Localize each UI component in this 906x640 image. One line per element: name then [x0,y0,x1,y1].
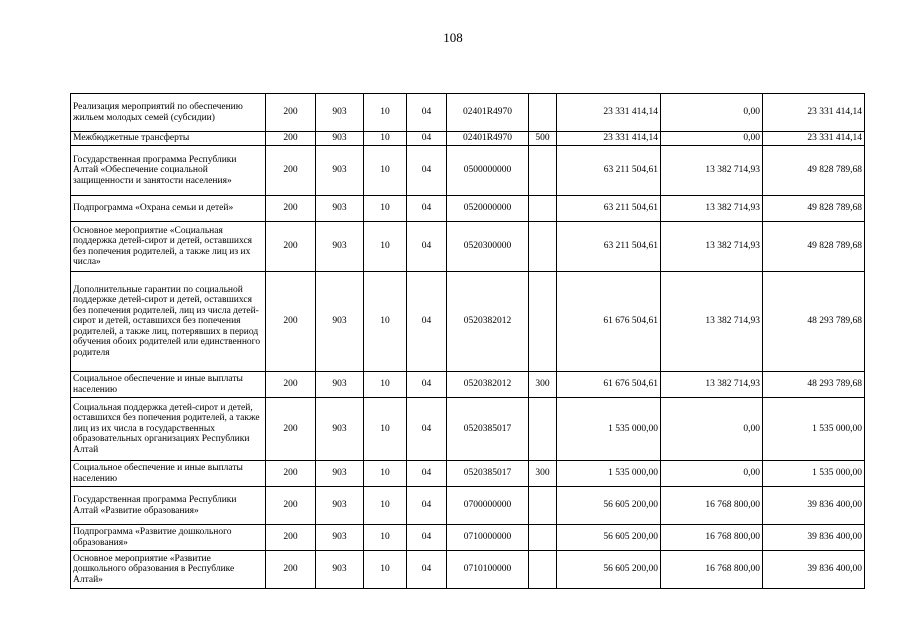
cell-csr: 0520385017 [447,461,529,487]
cell-total: 63 211 504,61 [557,146,661,196]
cell-rz: 10 [364,146,407,196]
cell-total: 56 605 200,00 [557,551,661,589]
cell-vr [529,525,557,551]
cell-total: 61 676 504,61 [557,372,661,398]
cell-grbs: 200 [266,146,316,196]
cell-rz: 10 [364,372,407,398]
cell-regional: 39 836 400,00 [763,551,865,589]
cell-pr: 04 [407,551,447,589]
cell-grbs: 200 [266,487,316,525]
cell-total: 61 676 504,61 [557,272,661,372]
cell-regional: 49 828 789,68 [763,146,865,196]
cell-regional: 48 293 789,68 [763,372,865,398]
cell-federal: 0,00 [661,398,763,461]
cell-csr: 0520382012 [447,272,529,372]
cell-name: Подпрограмма «Развитие дошкольного образования» [71,525,266,551]
cell-pr: 04 [407,132,447,146]
cell-ved: 903 [316,551,364,589]
table-row [71,146,865,196]
cell-rz: 10 [364,272,407,372]
cell-csr: 0520382012 [447,372,529,398]
cell-vr [529,272,557,372]
cell-name: Социальное обеспечение и иные выплаты населению [71,372,266,398]
cell-federal: 0,00 [661,94,763,132]
cell-ved: 903 [316,487,364,525]
cell-federal: 16 768 800,00 [661,487,763,525]
cell-name: Дополнительные гарантии по социальной поддержке детей-сирот и детей, оставшихся без попечения родителей, лиц из числа детей-сирот и детей, оставшихся без попечения родителей, а также лиц, потерявших в период обучения обоих родителей или единственного родителя [71,272,266,372]
cell-federal: 13 382 714,93 [661,272,763,372]
cell-rz: 10 [364,461,407,487]
cell-rz: 10 [364,551,407,589]
cell-ved: 903 [316,372,364,398]
cell-total: 56 605 200,00 [557,487,661,525]
cell-grbs: 200 [266,525,316,551]
cell-name: Межбюджетные трансферты [71,132,266,146]
cell-grbs: 200 [266,132,316,146]
cell-rz: 10 [364,398,407,461]
cell-name: Основное мероприятие «Социальная поддержка детей-сирот и детей, оставшихся без попечения родителей, а также лиц из их числа» [71,222,266,272]
table-row [71,272,865,372]
cell-name: Государственная программа Республики Алтай «Развитие образования» [71,487,266,525]
cell-csr: 0710000000 [447,525,529,551]
cell-name: Подпрограмма «Охрана семьи и детей» [71,196,266,222]
table-row [71,551,865,589]
cell-regional: 39 836 400,00 [763,487,865,525]
cell-federal: 13 382 714,93 [661,372,763,398]
cell-federal: 0,00 [661,461,763,487]
cell-total: 56 605 200,00 [557,525,661,551]
cell-total: 1 535 000,00 [557,461,661,487]
cell-ved: 903 [316,461,364,487]
cell-name: Государственная программа Республики Алтай «Обеспечение социальной защищенности и занятости населения» [71,146,266,196]
table-row [71,525,865,551]
cell-ved: 903 [316,272,364,372]
cell-pr: 04 [407,222,447,272]
cell-rz: 10 [364,132,407,146]
cell-regional: 49 828 789,68 [763,222,865,272]
cell-rz: 10 [364,487,407,525]
table-row [71,487,865,525]
cell-pr: 04 [407,525,447,551]
cell-rz: 10 [364,94,407,132]
table-row [71,372,865,398]
cell-pr: 04 [407,487,447,525]
table-body [71,94,865,589]
page-number: 108 [443,30,463,45]
cell-ved: 903 [316,196,364,222]
cell-pr: 04 [407,94,447,132]
cell-csr: 02401R4970 [447,132,529,146]
cell-regional: 23 331 414,14 [763,94,865,132]
cell-csr: 0520000000 [447,196,529,222]
cell-grbs: 200 [266,398,316,461]
cell-csr: 0500000000 [447,146,529,196]
cell-federal: 13 382 714,93 [661,222,763,272]
cell-vr [529,398,557,461]
cell-grbs: 200 [266,196,316,222]
cell-name: Социальная поддержка детей-сирот и детей, оставшихся без попечения родителей, а также лиц из их числа в государственных образовательных организациях Республики Алтай [71,398,266,461]
cell-pr: 04 [407,461,447,487]
cell-grbs: 200 [266,461,316,487]
cell-total: 63 211 504,61 [557,196,661,222]
cell-pr: 04 [407,196,447,222]
cell-regional: 1 535 000,00 [763,398,865,461]
cell-ved: 903 [316,222,364,272]
cell-vr [529,222,557,272]
cell-grbs: 200 [266,372,316,398]
cell-rz: 10 [364,222,407,272]
cell-name: Социальное обеспечение и иные выплаты населению [71,461,266,487]
cell-csr: 0520300000 [447,222,529,272]
cell-grbs: 200 [266,94,316,132]
cell-regional: 23 331 414,14 [763,132,865,146]
cell-grbs: 200 [266,551,316,589]
cell-ved: 903 [316,398,364,461]
cell-pr: 04 [407,398,447,461]
table-row [71,94,865,132]
cell-vr [529,94,557,132]
cell-csr: 02401R4970 [447,94,529,132]
cell-federal: 13 382 714,93 [661,146,763,196]
cell-vr [529,196,557,222]
cell-grbs: 200 [266,222,316,272]
cell-ved: 903 [316,132,364,146]
cell-pr: 04 [407,372,447,398]
table-row [71,196,865,222]
cell-federal: 0,00 [661,132,763,146]
cell-total: 23 331 414,14 [557,132,661,146]
cell-vr: 300 [529,461,557,487]
cell-ved: 903 [316,94,364,132]
cell-csr: 0710100000 [447,551,529,589]
cell-total: 23 331 414,14 [557,94,661,132]
cell-pr: 04 [407,146,447,196]
cell-pr: 04 [407,272,447,372]
cell-vr [529,487,557,525]
cell-vr: 300 [529,372,557,398]
cell-rz: 10 [364,196,407,222]
cell-vr: 500 [529,132,557,146]
cell-vr [529,551,557,589]
cell-name: Реализация мероприятий по обеспечению жильем молодых семей (субсидии) [71,94,266,132]
cell-federal: 13 382 714,93 [661,196,763,222]
cell-total: 63 211 504,61 [557,222,661,272]
cell-regional: 49 828 789,68 [763,196,865,222]
cell-rz: 10 [364,525,407,551]
cell-csr: 0700000000 [447,487,529,525]
cell-regional: 48 293 789,68 [763,272,865,372]
table-row [71,398,865,461]
table-row [71,461,865,487]
cell-regional: 1 535 000,00 [763,461,865,487]
cell-ved: 903 [316,146,364,196]
table-row [71,222,865,272]
budget-table [70,93,865,589]
cell-vr [529,146,557,196]
cell-total: 1 535 000,00 [557,398,661,461]
cell-name: Основное мероприятие «Развитие дошкольного образования в Республике Алтай» [71,551,266,589]
cell-federal: 16 768 800,00 [661,525,763,551]
cell-ved: 903 [316,525,364,551]
cell-grbs: 200 [266,272,316,372]
cell-csr: 0520385017 [447,398,529,461]
cell-regional: 39 836 400,00 [763,525,865,551]
cell-federal: 16 768 800,00 [661,551,763,589]
table-row [71,132,865,146]
